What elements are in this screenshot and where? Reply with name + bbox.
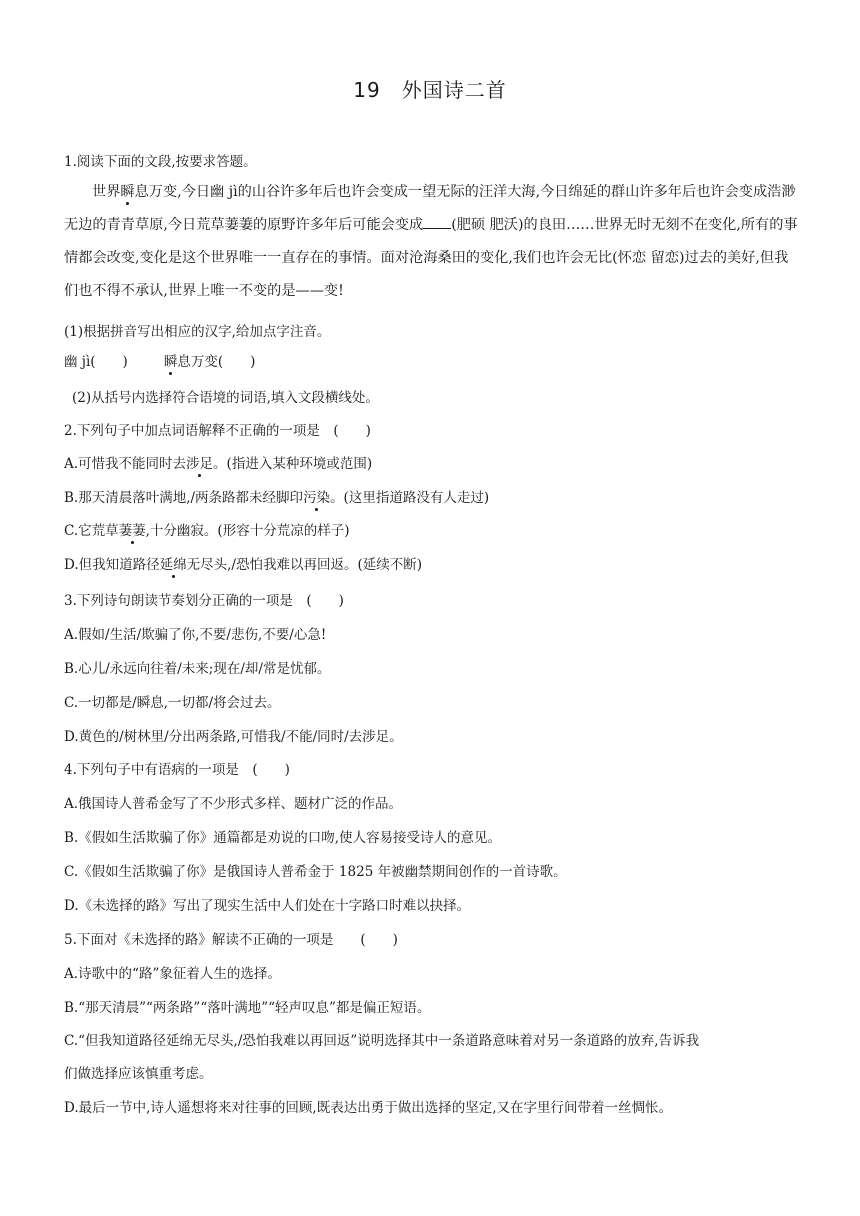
q2-option-a [64,454,372,474]
q2-stem: 2.下列句子中加点词语解释不正确的一项是 ( ) [64,423,371,439]
q2-option-d [64,555,422,575]
q4-option-a: A.俄国诗人普希金写了不少形式多样、题材广泛的作品。 [64,796,403,812]
q5-option-d: D.最后一节中,诗人遥想将来对往事的回顾,既表达出勇于做出选择的坚定,又在字里行间带着一丝惆怅。 [64,1100,673,1116]
q2-d-dotted: 延绵 [159,557,187,573]
q2-a-note: 。(指进入某种环境或范围) [213,456,373,472]
q2-a-dotted: 涉足 [186,456,214,472]
q3-option-a: A.假如/生活/欺骗了你,不要/悲伤,不要/心急! [64,627,327,643]
q5-option-b: B.“那天清晨”“两条路”“落叶满地”“轻声叹息”都是偏正短语。 [64,1000,431,1016]
q4-option-b: B.《假如生活欺骗了你》通篇都是劝说的口吻,使人容易接受诗人的意见。 [64,830,502,846]
q2-c-note: ,十分幽寂。(形容十分荒凉的样子) [145,523,350,539]
q2-b-note: 。(这里指道路没有人走过) [330,490,490,506]
q1-sub2: (2)从括号内选择符合语境的词语,填入文段横线处。 [72,390,379,406]
q1-sub1-b: 息万变( ) [177,354,256,370]
passage-part-1: 世界 [92,184,121,200]
page-title: 19 外国诗二首 [353,78,507,102]
q2-option-c [64,521,349,541]
q3-option-b: B.心儿/永远向往着/未来;现在/却/常是忧郁。 [64,661,331,677]
passage-blank[interactable] [423,214,451,229]
q2-b-dotted: 污染 [303,490,331,506]
q5-option-a: A.诗歌中的“路”象征着人生的选择。 [64,966,281,982]
q4-stem: 4.下列句子中有语病的一项是 ( ) [64,762,290,778]
q1-sub1-b-dotted: 瞬 [163,354,178,370]
q4-option-d: D.《未选择的路》写出了现实生活中人们处在十字路口时难以抉择。 [64,898,471,914]
q2-a-text: A.可惜我不能同时去 [64,456,187,472]
q3-option-d: D.黄色的/树林里/分出两条路,可惜我/不能/同时/去涉足。 [64,729,403,745]
q2-b-text: B.那天清晨落叶满地,/两条路都未经脚印 [64,490,304,506]
q2-option-b [64,488,489,508]
q2-d-note: 无尽头,/恐怕我难以再回返。(延续不断) [186,557,423,573]
q3-option-c: C.一切都是/瞬息,一切都/将会过去。 [64,695,281,711]
q1-passage [64,176,799,308]
q2-c-text: C.它荒草 [64,523,119,539]
q1-sub1-a: 幽 jì( ) [64,354,128,370]
q3-stem: 3.下列诗句朗读节奏划分正确的一项是 ( ) [64,593,344,609]
passage-part-2: 息万变,今日幽 jì的山谷许多年后也许会变成一望无际的汪洋大海,今日绵延的群山许多年后也许会变成浩渺无边的青青草原,今日荒草萋萋的原野许多年后可能会变成 [64,184,796,233]
passage-dotted-char: 瞬 [120,184,135,200]
q2-c-dotted: 萋萋 [118,523,146,539]
q5-stem: 5.下面对《未选择的路》解读不正确的一项是 ( ) [64,932,398,948]
q4-option-c: C.《假如生活欺骗了你》是俄国诗人普希金于 1825 年被幽禁期间创作的一首诗歌。 [64,864,567,880]
passage-part-3: (肥硕 肥沃)的良田……世界无时无刻不在变化,所有的事情都会改变,变化是这个世界唯一一直存在的事情。面对沧海桑田的变化,我们也许会无比(怀恋 留恋)过去的美好,但我们也不得不承认,世界上唯一不变的是——变! [64,217,798,299]
q5-option-c-line2: 们做选择应该慎重考虑。 [64,1066,213,1082]
q5-option-c-line1: C.“但我知道路径延绵无尽头,/恐怕我难以再回返”说明选择其中一条道路意味着对另一条道路的放弃,告诉我 [64,1033,700,1049]
q1-sub1: (1)根据拼音写出相应的汉字,给加点字注音。 [64,324,331,340]
q1-sub1-items [64,352,255,372]
q2-d-text: D.但我知道路径 [64,557,160,573]
q1-stem: 1.阅读下面的文段,按要求答题。 [64,154,257,170]
